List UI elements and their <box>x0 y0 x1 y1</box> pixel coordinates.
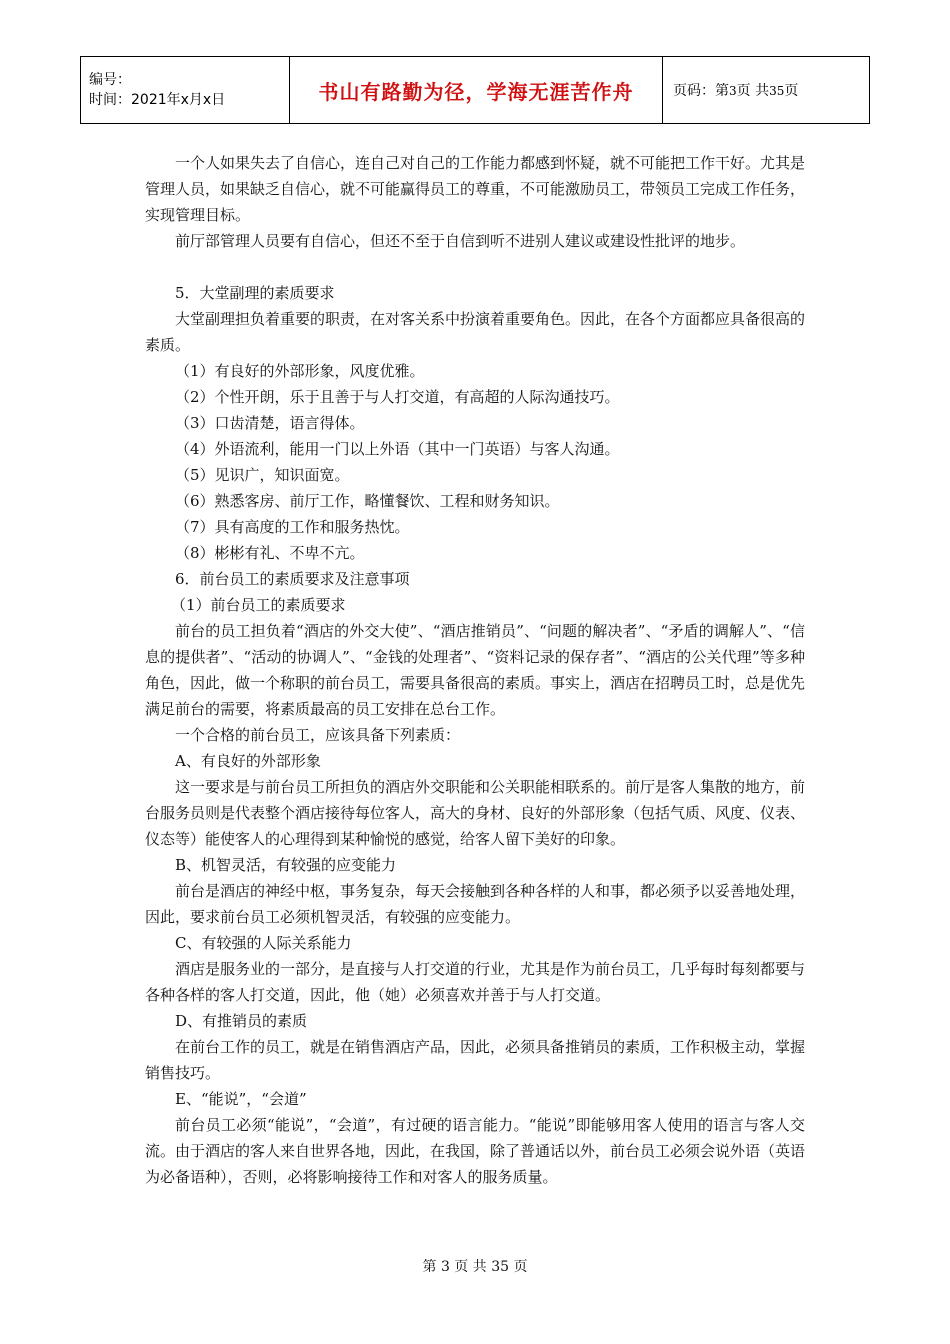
list-item: （2）个性开朗，乐于且善于与人打交道，有高超的人际沟通技巧。 <box>175 388 620 406</box>
list-item: （8）彬彬有礼、不卑不亢。 <box>175 544 365 562</box>
page-footer: 第 3 页 共 35 页 <box>422 1259 528 1275</box>
paragraph: 这一要求是与前台员工所担负的酒店外交职能和公关职能相联系的。前厅是客人集散的地方，前台服务员则是代表整个酒店接待每位客人，高大的身材、良好的外部形象（包括气质、风度、仪表、仪态等）能使客人的心理得到某种愉悦的感觉，给客人留下美好的印象。 <box>145 778 806 848</box>
document-time-label: 时间：2021年x月x日 <box>89 92 226 108</box>
list-item: （6）熟悉客房、前厅工作，略懂餐饮、工程和财务知识。 <box>175 492 560 510</box>
item-title: C、有较强的人际关系能力 <box>175 934 352 952</box>
paragraph: 酒店是服务业的一部分，是直接与人打交道的行业，尤其是作为前台员工，几乎每时每刻都要与各种各样的客人打交道，因此，他（她）必须喜欢并善于与人打交道。 <box>145 960 806 1004</box>
paragraph: 一个合格的前台员工，应该具备下列素质： <box>175 726 461 744</box>
page-prefix: 页码：第 <box>673 83 729 99</box>
page-current: 3 <box>729 84 737 98</box>
paragraph: 大堂副理担负着重要的职责，在对客关系中扮演着重要角色。因此，在各个方面都应具备很高的素质。 <box>145 310 806 354</box>
section-title: 5．大堂副理的素质要求 <box>175 284 335 302</box>
list-item: （7）具有高度的工作和服务热忱。 <box>175 518 410 536</box>
item-title: A、有良好的外部形象 <box>175 752 321 770</box>
item-title: E、“能说”，“会道” <box>175 1090 307 1108</box>
list-item: （3）口齿清楚，语言得体。 <box>175 414 365 432</box>
header-meta-cell <box>81 57 290 124</box>
page-total: 35 <box>769 84 785 98</box>
paragraph: 前台员工必须“能说”，“会道”，有过硬的语言能力。“能说”即能够用客人使用的语言与客人交流。由于酒店的客人来自世界各地，因此，在我国，除了普通话以外，前台员工必须会说外语（英语为必备语种），否则，必将影响接待工作和对客人的服务质量。 <box>145 1116 806 1186</box>
page-mid: 页 共 <box>736 83 770 99</box>
document-body <box>145 150 805 1190</box>
document-number-label: 编号： <box>89 72 131 88</box>
header-motto: 书山有路勤为径，学海无涯苦作舟 <box>290 57 663 124</box>
list-item: （5）见识广，知识面宽。 <box>175 466 350 484</box>
paragraph: 前台是酒店的神经中枢，事务复杂，每天会接触到各种各样的人和事，都必须予以妥善地处理，因此，要求前台员工必须机智灵活，有较强的应变能力。 <box>145 882 806 926</box>
subsection-title: （1）前台员工的素质要求 <box>171 596 346 614</box>
list-item: （4）外语流利，能用一门以上外语（其中一门英语）与客人沟通。 <box>175 440 620 458</box>
item-title: D、有推销员的素质 <box>175 1012 308 1030</box>
header-page-indicator <box>663 57 870 124</box>
paragraph: 前厅部管理人员要有自信心，但还不至于自信到听不进别人建议或建设性批评的地步。 <box>175 232 746 250</box>
header-table <box>80 56 870 124</box>
spacer <box>145 254 805 280</box>
list-item: （1）有良好的外部形象，风度优雅。 <box>175 362 425 380</box>
paragraph: 一个人如果失去了自信心，连自己对自己的工作能力都感到怀疑，就不可能把工作干好。尤其是管理人员，如果缺乏自信心，就不可能赢得员工的尊重，不可能激励员工，带领员工完成工作任务，实现管理目标。 <box>145 154 806 224</box>
item-title: B、机智灵活，有较强的应变能力 <box>175 856 397 874</box>
page-suffix: 页 <box>784 83 799 99</box>
section-title: 6．前台员工的素质要求及注意事项 <box>175 570 410 588</box>
paragraph: 在前台工作的员工，就是在销售酒店产品，因此，必须具备推销员的素质，工作积极主动，掌握销售技巧。 <box>145 1038 806 1082</box>
paragraph: 前台的员工担负着“酒店的外交大使”、“酒店推销员”、“问题的解决者”、“矛盾的调解人”、“信息的提供者”、“活动的协调人”、“金钱的处理者”、“资料记录的保存者”、“酒店的公关代理”等多种角色，因此，做一个称职的前台员工，需要具备很高的素质。事实上，酒店在招聘员工时，总是优先满足前台的需要，将素质最高的员工安排在总台工作。 <box>145 622 806 718</box>
